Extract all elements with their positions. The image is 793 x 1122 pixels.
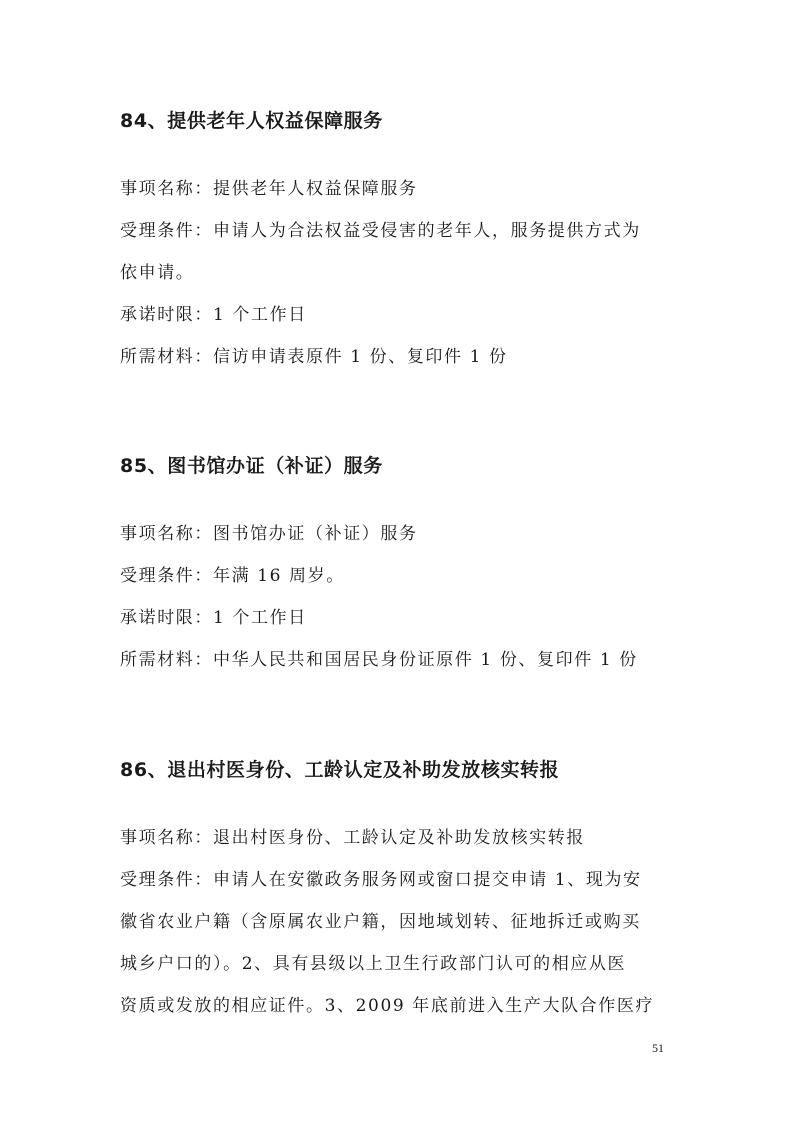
section-85 <box>120 453 690 681</box>
acceptance-condition-continuation: 城乡户口的）。2、具有县级以上卫生行政部门认可的相应从医 <box>120 954 627 974</box>
section-86 <box>120 757 690 1027</box>
section-84 <box>120 108 690 378</box>
time-limit-line: 承诺时限：1 个工作日 <box>120 305 307 325</box>
acceptance-condition-line: 受理条件：年满 16 周岁。 <box>120 566 345 586</box>
section-heading: 86、退出村医身份、工龄认定及补助发放核实转报 <box>120 759 560 781</box>
acceptance-condition-continuation: 徽省农业户籍（含原属农业户籍，因地域划转、征地拆迁或购买 <box>120 912 641 932</box>
item-name-line: 事项名称：退出村医身份、工龄认定及补助发放核实转报 <box>120 828 585 848</box>
section-heading: 85、图书馆办证（补证）服务 <box>120 455 383 477</box>
acceptance-condition-continuation: 依申请。 <box>120 263 195 283</box>
time-limit-line: 承诺时限：1 个工作日 <box>120 608 307 628</box>
page-number: 51 <box>652 1041 664 1055</box>
required-materials-line: 所需材料：中华人民共和国居民身份证原件 1 份、复印件 1 份 <box>120 650 638 670</box>
acceptance-condition-continuation: 资质或发放的相应证件。3、2009 年底前进入生产大队合作医疗 <box>120 996 655 1016</box>
required-materials-line: 所需材料：信访申请表原件 1 份、复印件 1 份 <box>120 347 508 367</box>
item-name-line: 事项名称：图书馆办证（补证）服务 <box>120 524 418 544</box>
item-name-line: 事项名称：提供老年人权益保障服务 <box>120 179 418 199</box>
section-heading: 84、提供老年人权益保障服务 <box>120 110 383 132</box>
acceptance-condition-line: 受理条件：申请人为合法权益受侵害的老年人，服务提供方式为 <box>120 221 641 241</box>
acceptance-condition-line: 受理条件：申请人在安徽政务服务网或窗口提交申请 1、现为安 <box>120 870 642 890</box>
